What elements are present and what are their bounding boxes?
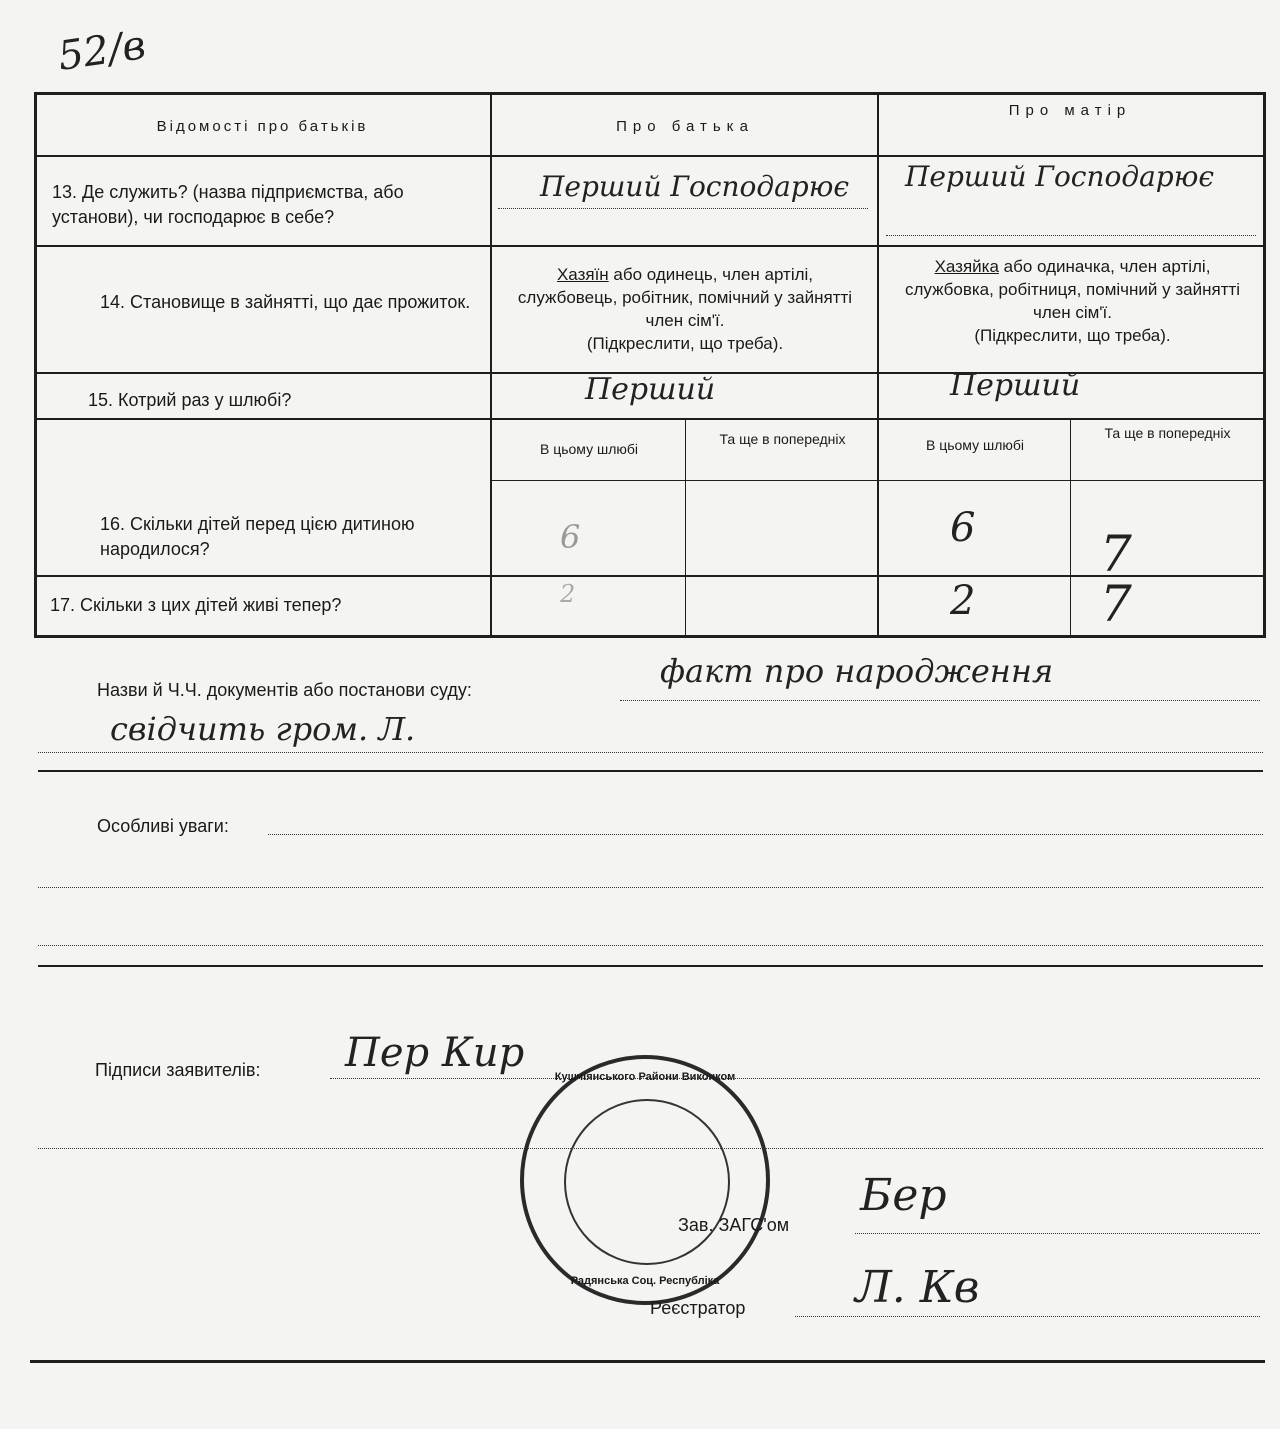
question-15: 15. Котрий раз у шлюбі?	[88, 390, 292, 410]
question-13: 13. Де служить? (назва підприємства, або установи), чи господарює в себе?	[52, 182, 404, 227]
header-mother: Про матір	[1008, 102, 1132, 119]
sub-previous-father: Та ще в попередніх	[719, 431, 846, 447]
signatures-value: Пер Кир	[345, 1030, 525, 1076]
stamp-text-top: Кушчіянського Райони Виконком	[554, 1071, 736, 1083]
sub-this-marriage-father: В цьому шлюбі	[539, 441, 639, 457]
registrar-signature: Л. Кв	[855, 1262, 980, 1313]
answer-17-father-this: 2	[560, 580, 576, 608]
page-number: 52/в	[55, 22, 149, 80]
mother-selected-option: Хазяйка	[934, 257, 999, 276]
header-father: Про батька	[616, 118, 754, 135]
answer-13-father: Перший Господарює	[540, 170, 850, 203]
sub-this-marriage-mother: В цьому шлюбі	[925, 437, 1025, 453]
question-14: 14. Становище в зайнятті, що дає прожиток.	[100, 292, 471, 312]
zags-signature: Бер	[860, 1170, 947, 1221]
notes-label: Особливі уваги:	[97, 816, 229, 836]
answer-16-mother-prev: 7	[1100, 525, 1132, 583]
answer-15-father: Перший	[585, 372, 716, 407]
answer-15-mother: Перший	[950, 368, 1081, 403]
answer-14-father	[505, 263, 865, 355]
documents-line1: факт про народження	[660, 652, 1054, 690]
stamp-text-bottom: Радянська Соц. Республіка	[570, 1275, 720, 1287]
father-selected-option: Хазяїн	[556, 265, 609, 284]
question-16: 16. Скільки дітей перед цією дитиною народилося?	[100, 514, 415, 559]
father-option-note: (Підкреслити, що треба).	[586, 334, 784, 353]
father-option-text: або одинець, член артілі, службовець, робітник, помічний у зайнятті член сім'ї.	[517, 265, 853, 330]
signatures-label: Підписи заявителів:	[95, 1060, 261, 1080]
answer-14-mother	[890, 255, 1255, 347]
answer-13-mother: Перший Господарює	[905, 160, 1215, 193]
documents-label: Назви й Ч.Ч. документів або постанови суду:	[97, 680, 472, 700]
question-17: 17. Скільки з цих дітей живі тепер?	[50, 595, 342, 615]
zags-label: Зав. ЗАГС'ом	[678, 1215, 790, 1235]
header-parents-info: Відомості про батьків	[156, 118, 369, 135]
mother-option-text: або одиначка, член артілі, службовка, робітниця, помічний у зайнятті член сім'ї.	[904, 257, 1241, 322]
official-stamp	[520, 1055, 770, 1305]
answer-16-mother-this: 6	[950, 505, 976, 551]
sub-previous-mother: Та ще в попередніх	[1104, 425, 1231, 441]
registrar-label: Реєстратор	[650, 1298, 746, 1318]
answer-17-mother-this: 2	[950, 578, 976, 624]
answer-17-mother-prev: 7	[1100, 575, 1132, 633]
mother-option-note: (Підкреслити, що треба).	[974, 326, 1171, 345]
answer-16-father-this: 6	[560, 518, 581, 556]
documents-line2: свідчить гром. Л.	[110, 710, 416, 748]
